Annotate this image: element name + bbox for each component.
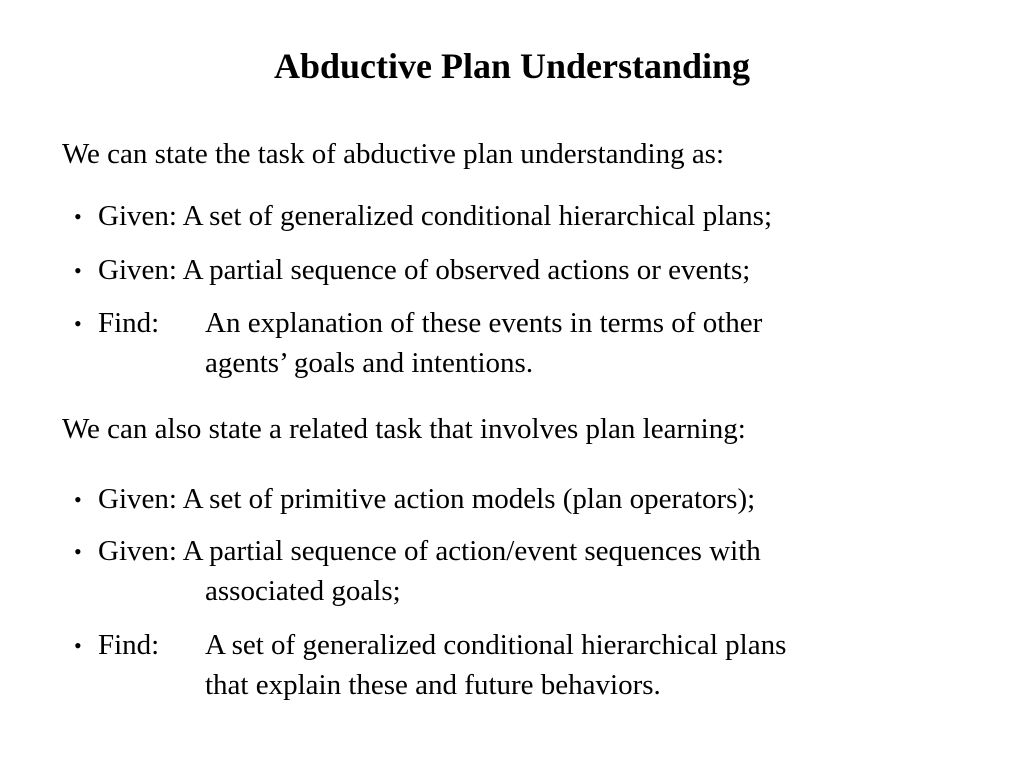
find-label: Find:	[98, 629, 160, 661]
section1-bullet-1	[74, 196, 772, 236]
slide-title: Abductive Plan Understanding	[273, 46, 751, 86]
bullet-text	[98, 531, 761, 611]
find-label: Find:	[98, 307, 160, 339]
section2-bullet-2	[74, 531, 761, 611]
section1-bullet-2	[74, 250, 750, 290]
bullet-text-line-2: associated goals;	[205, 575, 401, 607]
bullet-dot-icon: •	[74, 539, 82, 564]
find-text	[205, 625, 905, 705]
bullet-dot-icon: •	[74, 633, 82, 658]
bullet-dot-icon: •	[74, 311, 82, 336]
section2-bullet-1	[74, 479, 755, 519]
bullet-text: Given: A set of generalized conditional hierarchical plans;	[98, 200, 773, 232]
bullet-text: Given: A partial sequence of observed actions or events;	[98, 254, 751, 286]
bullet-text: Given: A set of primitive action models (plan operators);	[98, 483, 756, 515]
find-text	[205, 303, 905, 383]
bullet-dot-icon: •	[74, 487, 82, 512]
find-text-line-1: An explanation of these events in terms of other	[205, 307, 763, 339]
find-text-line-1: A set of generalized conditional hierarchical plans	[205, 629, 787, 661]
section1-intro: We can state the task of abductive plan understanding as:	[62, 138, 725, 170]
bullet-dot-icon: •	[74, 204, 82, 229]
section2-intro: We can also state a related task that involves plan learning:	[62, 413, 746, 445]
find-text-line-2: that explain these and future behaviors.	[205, 669, 661, 701]
bullet-text-line-1: Given: A partial sequence of action/event sequences with	[98, 535, 761, 567]
bullet-dot-icon: •	[74, 258, 82, 283]
find-text-line-2: agents’ goals and intentions.	[205, 347, 534, 379]
section2-bullet-3	[74, 625, 905, 705]
section1-bullet-3	[74, 303, 905, 383]
